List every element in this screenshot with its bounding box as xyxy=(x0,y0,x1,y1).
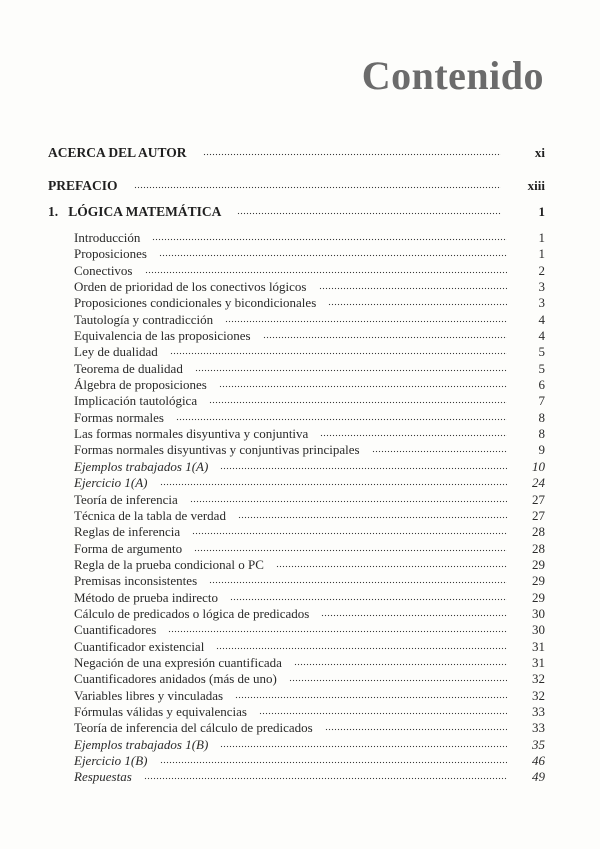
toc-entry-label: Cuantificadores anidados (más de uno) xyxy=(74,671,277,687)
toc-entry-label: PREFACIO xyxy=(48,178,118,193)
toc-entry-label: Ejemplos trabajados 1(B) xyxy=(74,736,209,752)
toc-entry[interactable] xyxy=(74,541,545,557)
toc-entry-label: Variables libres y vinculadas xyxy=(74,687,224,703)
dot-leader xyxy=(225,314,507,324)
toc-entry[interactable] xyxy=(74,590,545,606)
toc-page-number: 31 xyxy=(532,638,545,654)
toc-entry-label: Técnica de la tabla de verdad xyxy=(74,507,226,523)
toc-page-number: 4 xyxy=(538,311,545,327)
toc-entry[interactable] xyxy=(74,426,545,442)
dot-leader xyxy=(134,180,502,190)
toc-entry-label: Teoría de inferencia del cálculo de predicados xyxy=(74,720,313,736)
toc-entry-author[interactable] xyxy=(48,145,545,165)
toc-page-number: 6 xyxy=(538,377,545,393)
toc-entry-label: Respuestas xyxy=(74,769,132,785)
toc-page-number: 46 xyxy=(532,753,545,768)
toc-entry[interactable] xyxy=(74,622,545,638)
toc-entry-label: Equivalencia de las proposiciones xyxy=(74,328,251,344)
toc-page-number: 8 xyxy=(538,426,545,442)
toc-entry-label: Cálculo de predicados o lógica de predicados xyxy=(74,605,310,621)
toc-entry[interactable] xyxy=(74,459,545,475)
toc-entry-label: Ejercicio 1(B) xyxy=(74,753,148,768)
toc-entry-label: Implicación tautológica xyxy=(74,393,198,409)
toc-page-number: 29 xyxy=(532,556,545,572)
toc-page-number: 8 xyxy=(538,409,545,425)
toc-page-number: 33 xyxy=(532,703,545,719)
toc-entry[interactable] xyxy=(74,639,545,655)
toc-entry[interactable] xyxy=(74,475,545,491)
toc-entry[interactable] xyxy=(74,753,545,769)
dot-leader xyxy=(190,494,507,504)
toc-page-number: 27 xyxy=(532,491,545,507)
toc-page-number: 3 xyxy=(538,295,545,311)
dot-leader xyxy=(320,428,507,438)
dot-leader xyxy=(238,510,507,520)
dot-leader xyxy=(160,477,507,487)
toc-page-number: 24 xyxy=(532,475,545,491)
toc-entry[interactable] xyxy=(74,704,545,720)
toc-page-number: 32 xyxy=(532,671,545,687)
toc-page-number: 28 xyxy=(532,524,545,540)
toc-entry-label: Regla de la prueba condicional o PC xyxy=(74,556,264,572)
toc-entry[interactable] xyxy=(74,737,545,753)
dot-leader xyxy=(194,543,507,553)
toc-page-number: 1 xyxy=(538,246,545,262)
toc-entry[interactable] xyxy=(74,524,545,540)
toc-page-number: 7 xyxy=(538,393,545,409)
toc-page-number: 27 xyxy=(532,507,545,523)
toc-entry[interactable] xyxy=(74,410,545,426)
toc-entry[interactable] xyxy=(74,508,545,524)
dot-leader xyxy=(237,206,501,216)
toc-page-number: 1 xyxy=(538,230,545,245)
dot-leader xyxy=(263,330,507,340)
dot-leader xyxy=(170,346,507,356)
toc-entry[interactable] xyxy=(74,263,545,279)
toc-entry[interactable] xyxy=(74,393,545,409)
dot-leader xyxy=(209,575,507,585)
toc-entry-label: 1. LÓGICA MATEMÁTICA xyxy=(48,204,222,219)
dot-leader xyxy=(259,706,507,716)
toc-page-number: 3 xyxy=(538,279,545,295)
toc-entry-label: Proposiciones condicionales y bicondicionales xyxy=(74,295,317,311)
toc-entry-label: Formas normales xyxy=(74,409,164,425)
toc-entry[interactable] xyxy=(74,769,545,785)
toc-page-number: 33 xyxy=(532,720,545,736)
toc-page-number: 30 xyxy=(532,622,545,638)
toc-page-number: 49 xyxy=(532,769,545,785)
toc-entry-label: Las formas normales disyuntiva y conjuntiva xyxy=(74,426,309,442)
dot-leader xyxy=(294,657,507,667)
toc-page-number: 5 xyxy=(538,360,545,376)
dot-leader xyxy=(220,461,507,471)
toc-entry-label: Negación de una expresión cuantificada xyxy=(74,654,282,670)
dot-leader xyxy=(289,673,507,683)
dot-leader xyxy=(203,147,501,157)
toc-entry-label: Ejercicio 1(A) xyxy=(74,475,148,491)
toc-entry[interactable] xyxy=(74,361,545,377)
toc-page-number: 2 xyxy=(538,262,545,278)
toc-entry[interactable] xyxy=(74,492,545,508)
toc-entry[interactable] xyxy=(74,606,545,622)
dot-leader xyxy=(321,608,507,618)
dot-leader xyxy=(230,592,507,602)
dot-leader xyxy=(319,281,508,291)
dot-leader xyxy=(176,412,507,422)
toc-entry[interactable] xyxy=(74,344,545,360)
toc-entry-label: Cuantificadores xyxy=(74,622,157,638)
toc-page-number: 30 xyxy=(532,605,545,621)
toc-entry-label: Teorema de dualidad xyxy=(74,360,183,376)
toc-entry-label: Teoría de inferencia xyxy=(74,491,178,507)
dot-leader xyxy=(195,363,507,373)
toc-entry[interactable] xyxy=(74,377,545,393)
toc-page-number: 5 xyxy=(538,344,545,360)
dot-leader xyxy=(209,395,507,405)
toc-page-number: 4 xyxy=(538,328,545,344)
toc-entry[interactable] xyxy=(74,442,545,458)
dot-leader xyxy=(220,739,507,749)
toc-entry-label: Álgebra de proposiciones xyxy=(74,377,207,393)
dot-leader xyxy=(192,526,507,536)
dot-leader xyxy=(216,641,507,651)
toc-entry-chapter-1[interactable] xyxy=(48,204,545,224)
toc-entry[interactable] xyxy=(74,328,545,344)
toc-page-number: 9 xyxy=(538,442,545,458)
dot-leader xyxy=(328,297,507,307)
toc-list xyxy=(74,230,545,786)
toc-entry[interactable] xyxy=(74,230,545,246)
toc-entry-label: Ley de dualidad xyxy=(74,344,158,360)
toc-entry-label: Conectivos xyxy=(74,262,133,278)
toc-entry[interactable] xyxy=(74,671,545,687)
toc-entry[interactable] xyxy=(74,720,545,736)
dot-leader xyxy=(144,771,507,781)
toc-entry-label: Reglas de inferencia xyxy=(74,524,181,540)
toc-page-number: 10 xyxy=(532,458,545,474)
toc-page-number: xiii xyxy=(527,178,545,193)
dot-leader xyxy=(276,559,507,569)
dot-leader xyxy=(160,755,507,765)
toc-page-number: 32 xyxy=(532,687,545,703)
dot-leader xyxy=(168,624,507,634)
toc-entry-label: Proposiciones xyxy=(74,246,147,262)
toc-page-number: 1 xyxy=(538,204,545,219)
toc-entry-label: Cuantificador existencial xyxy=(74,638,205,654)
toc-entry[interactable] xyxy=(74,279,545,295)
toc-page-number: 29 xyxy=(532,589,545,605)
toc-entry-label: Método de prueba indirecto xyxy=(74,589,219,605)
toc-entry[interactable] xyxy=(74,557,545,573)
toc-entry[interactable] xyxy=(74,246,545,262)
toc-page-number: 31 xyxy=(532,654,545,670)
dot-leader xyxy=(235,690,507,700)
toc-entry-label: Ejemplos trabajados 1(A) xyxy=(74,458,209,474)
toc-entry-label: Orden de prioridad de los conectivos lógicos xyxy=(74,279,307,295)
toc-entry-label: Tautología y contradicción xyxy=(74,311,214,327)
dot-leader xyxy=(219,379,507,389)
toc-entry-label: Introducción xyxy=(74,230,141,245)
dot-leader xyxy=(159,248,507,258)
toc-entry-label: Premisas inconsistentes xyxy=(74,573,198,589)
toc-entry[interactable] xyxy=(74,295,545,311)
toc-entry[interactable] xyxy=(74,573,545,589)
toc-entry-label: Forma de argumento xyxy=(74,540,183,556)
dot-leader xyxy=(152,232,507,242)
toc-entry[interactable] xyxy=(74,655,545,671)
toc-entry-label: ACERCA DEL AUTOR xyxy=(48,145,187,160)
toc-page-number: 28 xyxy=(532,540,545,556)
dot-leader xyxy=(325,722,507,732)
toc-entry-label: Fórmulas válidas y equivalencias xyxy=(74,703,247,719)
toc-entry-preface[interactable] xyxy=(48,178,545,198)
dot-leader xyxy=(145,265,508,275)
toc-page-number: 35 xyxy=(532,736,545,752)
toc-page-number: 29 xyxy=(532,573,545,589)
toc-entry-label: Formas normales disyuntivas y conjuntivas principales xyxy=(74,442,360,458)
toc-entry[interactable] xyxy=(74,312,545,328)
dot-leader xyxy=(372,444,507,454)
toc-page-number: xi xyxy=(534,145,545,160)
toc-entry[interactable] xyxy=(74,688,545,704)
page-title: Contenido xyxy=(361,53,544,98)
